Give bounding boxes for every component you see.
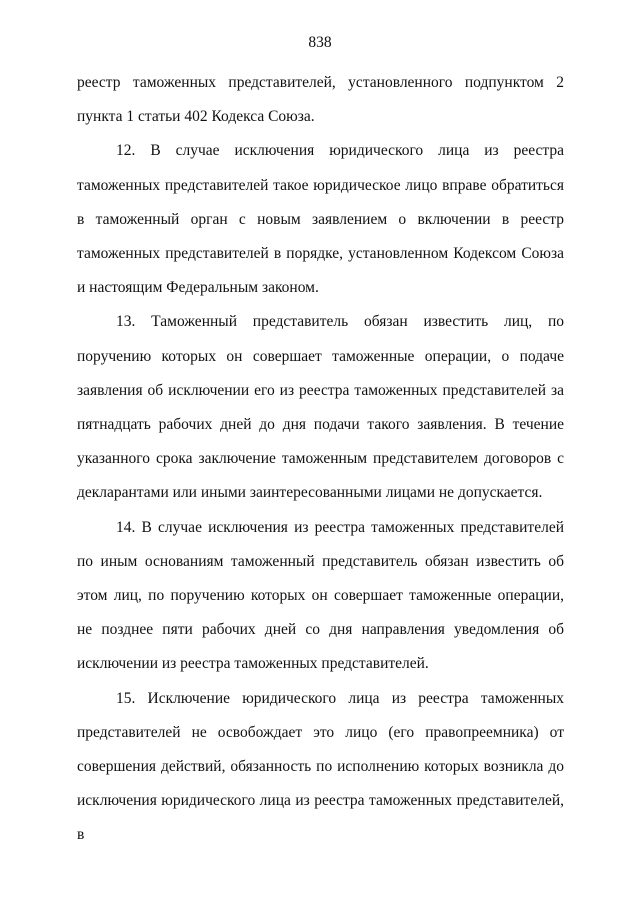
paragraph-continuation: реестр таможенных представителей, установленного подпунктом 2 пункта 1 статьи 402 Кодекса Союза. xyxy=(77,74,564,126)
paragraph-13: 13. Таможенный представитель обязан известить лиц, по поручению которых он совершает таможенные операции, о подаче заявления об исключении его из реестра таможенных представителей за пятнадцать рабочих дней до дня подачи такого заявления. В течение указанного срока заключение таможенным представителем договоров с декларантами или иными заинтересованными лицами не допускается. xyxy=(77,313,564,502)
document-body xyxy=(77,66,564,853)
paragraph-15: 15. Исключение юридического лица из реестра таможенных представителей не освобождает это лицо (его правопреемника) от совершения действий, обязанность по исполнению которых возникла до исключения юридического лица из реестра таможенных представителей, в xyxy=(77,689,564,844)
paragraph-12: 12. В случае исключения юридического лица из реестра таможенных представителей такое юридическое лицо вправе обратиться в таможенный орган с новым заявлением о включении в реестр таможенных представителей в порядке, установленном Кодексом Союза и настоящим Федеральным законом. xyxy=(77,142,564,297)
paragraph-14: 14. В случае исключения из реестра таможенных представителей по иным основаниям таможенный представитель обязан известить об этом лиц, по поручению которых он совершает таможенные операции, не позднее пяти рабочих дней со дня направления уведомления об исключении из реестра таможенных представителей. xyxy=(77,518,564,673)
page-number: 838 xyxy=(308,34,332,51)
